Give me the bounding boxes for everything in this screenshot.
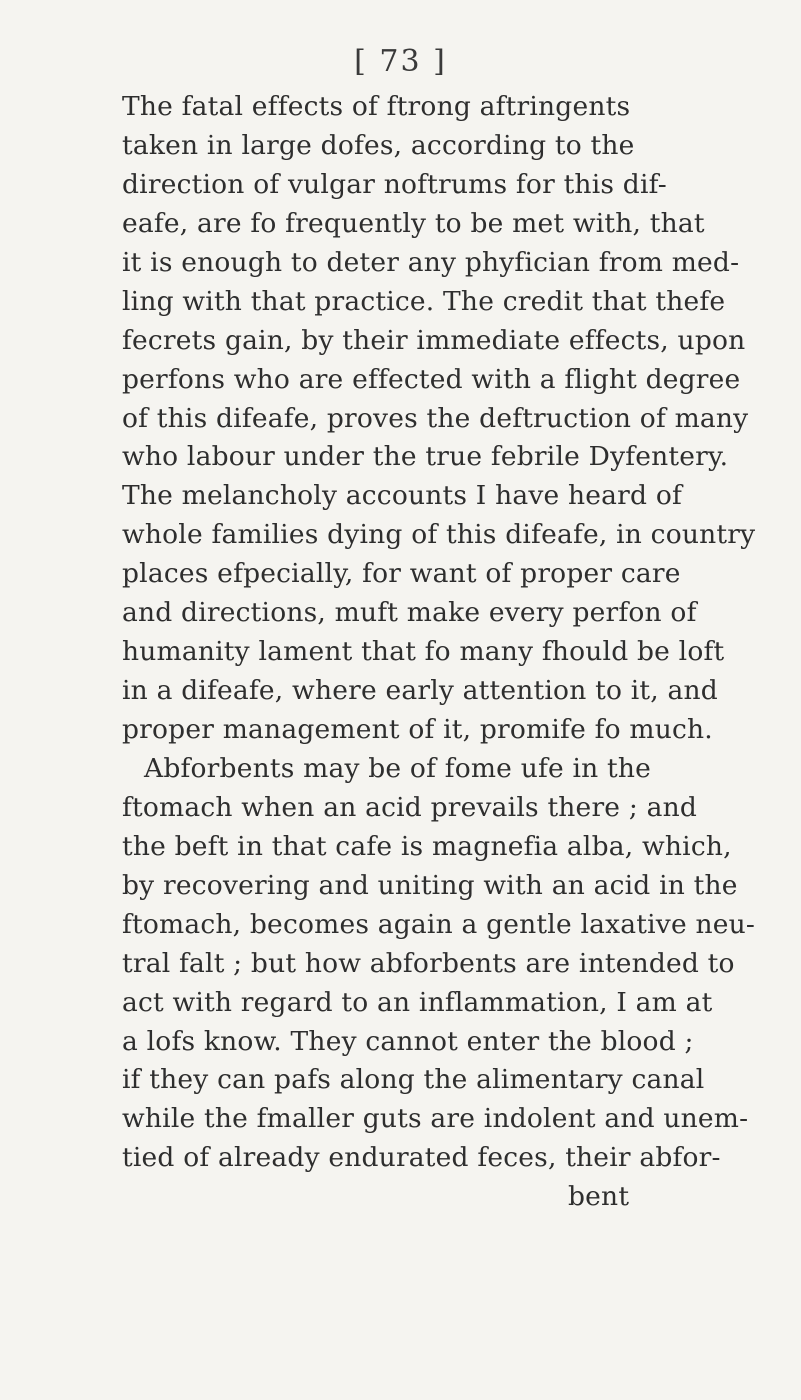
text-line: ling with that practice. The credit that thefe — [122, 285, 726, 317]
text-line: a lofs know. They cannot enter the blood ; — [122, 1025, 694, 1057]
text-line: humanity lament that fo many fhould be loft — [122, 636, 725, 668]
text-line: The fatal effects of ftrong aftringents — [122, 91, 631, 122]
text-line: the beft in that cafe is magnefia alba, which, — [122, 830, 732, 862]
text-line: ftomach when an acid prevails there ; and — [122, 791, 697, 823]
catchword: bent — [568, 1181, 630, 1213]
text-line: places efpecially, for want of proper care — [122, 558, 681, 590]
text-line: tral falt ; but how abforbents are intended to — [122, 947, 735, 979]
text-line: if they can pafs along the alimentary canal — [122, 1064, 705, 1096]
text-line: act with regard to an inflammation, I am at — [122, 986, 713, 1018]
text-line: The melancholy accounts I have heard of — [122, 480, 682, 512]
text-line: who labour under the true febrile Dyfentery. — [122, 441, 729, 473]
text-line: in a difeafe, where early attention to it, and — [122, 675, 718, 707]
text-line: Abforbents may be of fome ufe in the — [144, 752, 652, 784]
text-line: perfons who are effected with a flight degree — [122, 363, 741, 395]
text-line: eafe, are fo frequently to be met with, that — [122, 207, 705, 239]
text-line: fecrets gain, by their immediate effects, upon — [122, 324, 746, 356]
text-line: by recovering and uniting with an acid in the — [122, 869, 738, 901]
text-line: direction of vulgar noftrums for this dif- — [122, 168, 667, 200]
text-line: tied of already endurated feces, their abfor- — [122, 1142, 721, 1174]
text-line: taken in large dofes, according to the — [122, 129, 635, 161]
text-line: and directions, muft make every perfon of — [122, 597, 697, 629]
page-number-header: [ 73 ] — [354, 44, 447, 79]
text-line: proper management of it, promife fo much. — [122, 714, 713, 745]
text-line: whole families dying of this difeafe, in country — [122, 519, 756, 551]
text-line: while the fmaller guts are indolent and unem- — [122, 1103, 749, 1135]
text-line: it is enough to deter any phyfician from med- — [122, 246, 740, 278]
text-line: of this difeafe, proves the deftruction of many — [122, 402, 749, 434]
text-line: ftomach, becomes again a gentle laxative neu- — [122, 908, 756, 940]
page-body-text — [122, 88, 801, 1217]
